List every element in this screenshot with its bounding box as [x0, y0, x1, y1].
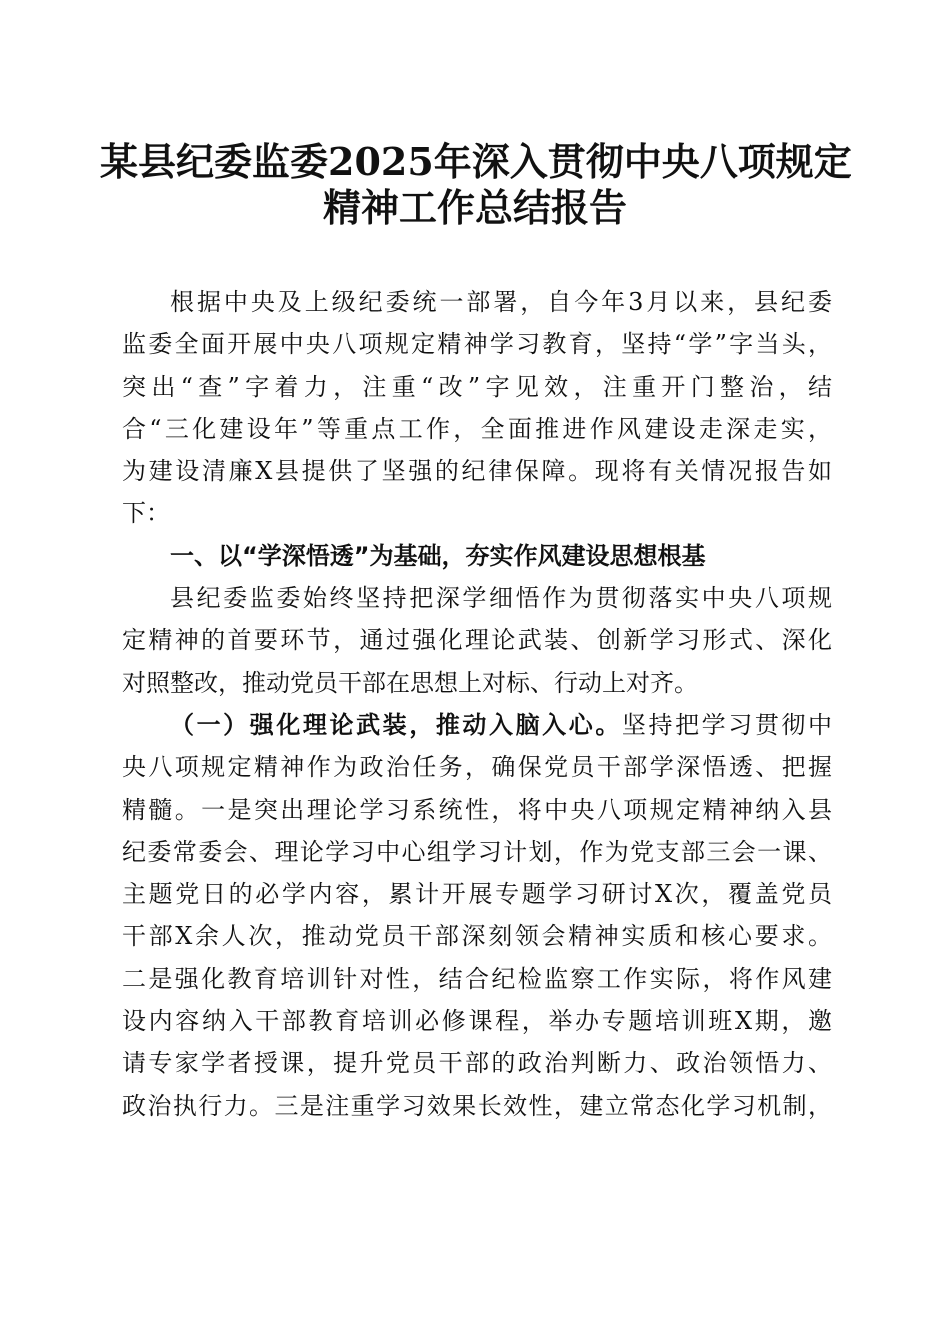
intro-line: 为建设清廉X县提供了坚强的纪律保障。现将有关情况报告如	[122, 457, 832, 486]
document-title-line-1: 某县纪委监委2025年深入贯彻中央八项规定	[100, 139, 852, 184]
intro-line: 下：	[122, 499, 170, 528]
subsection-line: 政治执行力。三是注重学习效果长效性，建立常态化学习机制，	[122, 1091, 832, 1120]
document-body	[122, 281, 832, 1127]
subsection-line: 央八项规定精神作为政治任务，确保党员干部学深悟透、把握	[122, 753, 832, 782]
intro-line: 监委全面开展中央八项规定精神学习教育，坚持“学”字当头，	[122, 330, 832, 359]
intro-line: 根据中央及上级纪委统一部署，自今年3月以来，县纪委	[170, 288, 832, 316]
subsection-line: 主题党日的必学内容，累计开展专题学习研讨X次，覆盖党员	[122, 880, 832, 909]
subsection-line: 纪委常委会、理论学习中心组学习计划，作为党支部三会一课、	[122, 837, 832, 866]
document-title-line-2: 精神工作总结报告	[322, 185, 627, 230]
subsection-line: 请专家学者授课，提升党员干部的政治判断力、政治领悟力、	[122, 1049, 832, 1078]
subsection-line: 精髓。一是突出理论学习系统性，将中央八项规定精神纳入县	[122, 795, 832, 824]
subsection-lead: （一）强化理论武装，推动入脑入心。	[170, 709, 622, 739]
subsection-lead-rest: 坚持把学习贯彻中	[621, 710, 833, 739]
subsection-line: 干部X余人次，推动党员干部深刻领会精神实质和核心要求。	[122, 922, 832, 951]
section-heading: 一、以“学深悟透”为基础，夯实作风建设思想根基	[170, 541, 706, 570]
subsection-first-line	[122, 704, 832, 746]
section-paragraph-line: 定精神的首要环节，通过强化理论武装、创新学习形式、深化	[122, 626, 832, 655]
intro-line: 突出“查”字着力，注重“改”字见效，注重开门整治，结	[122, 372, 832, 401]
intro-line: 合“三化建设年”等重点工作，全面推进作风建设走深走实，	[122, 414, 832, 443]
section-paragraph-line: 县纪委监委始终坚持把深学细悟作为贯彻落实中央八项规	[170, 584, 832, 613]
subsection-line: 设内容纳入干部教育培训必修课程，举办专题培训班X期，邀	[122, 1007, 832, 1036]
section-paragraph-line: 对照整改，推动党员干部在思想上对标、行动上对齐。	[122, 668, 698, 697]
subsection-line: 二是强化教育培训针对性，结合纪检监察工作实际，将作风建	[122, 964, 832, 993]
